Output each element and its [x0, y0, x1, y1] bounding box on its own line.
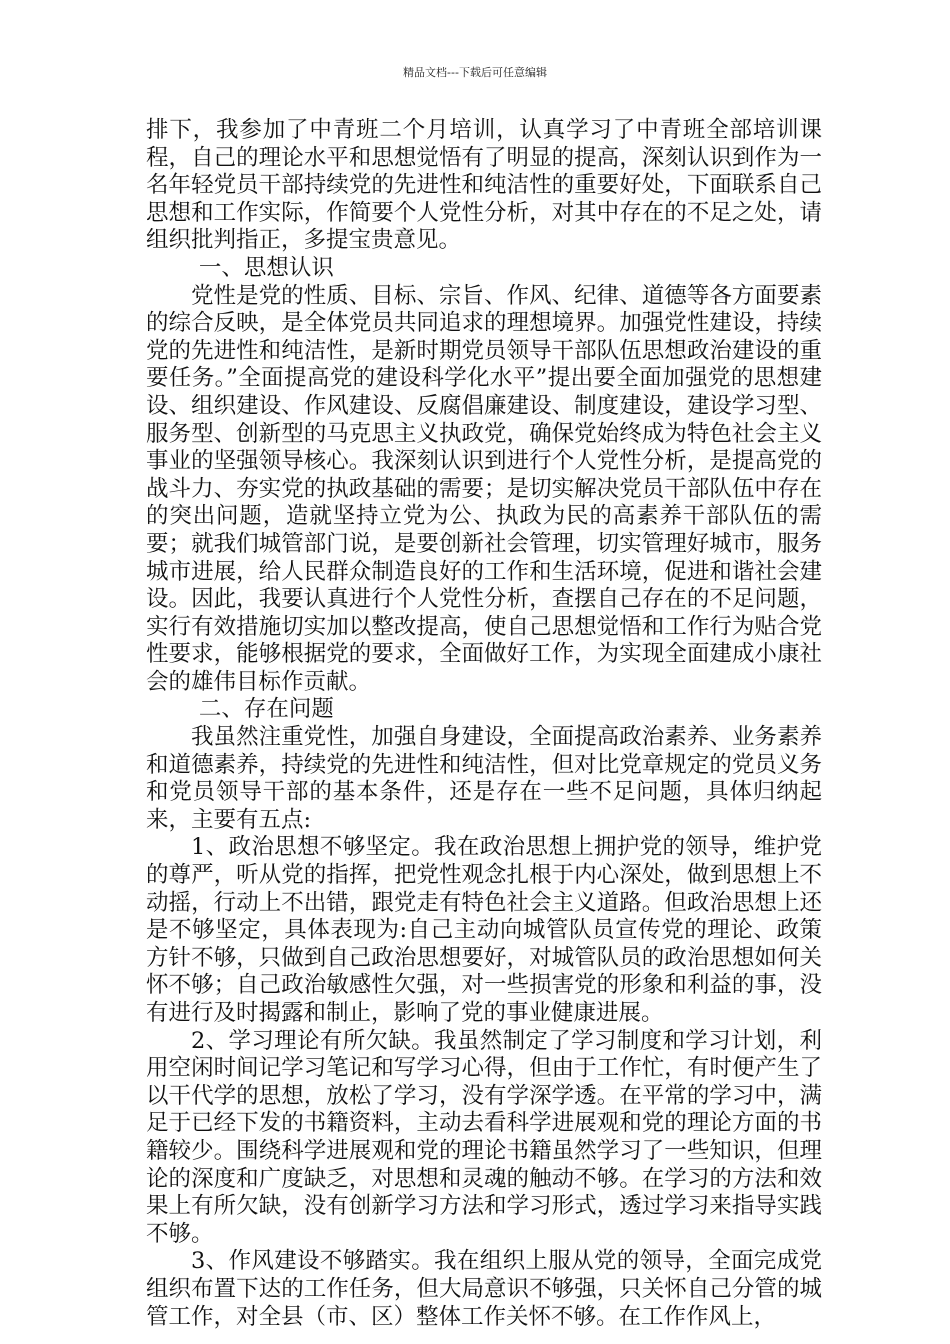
section-paragraph-thoughts: 党性是党的性质、目标、宗旨、作风、纪律、道德等各方面要素的综合反映，是全体党员共同追求的理想境界。加强党性建设，持续党的先进性和纯洁性，是新时期党员领导干部队伍思想政治建设的重要任务。”全面提高党的建设科学化水平”提出要全面加强党的思想建设、组织建设、作风建设、反腐倡廉建设、制度建设，建设学习型、服务型、创新型的马克思主义执政党，确保党始终成为特色社会主义事业的坚强领导核心。我深刻认识到进行个人党性分析，是提高党的战斗力、夯实党的执政基础的需要；是切实解决党员干部队伍中存在的突出问题，造就坚持立党为公、执政为民的高素养干部队伍的需要；就我们城管部门说，是要创新社会管理，切实管理好城市，服务城市进展，给人民群众制造良好的工作和生活环境，促进和谐社会建设。因此，我要认真进行个人党性分析，查摆自己存在的不足问题，实行有效措施切实加以整改提高，使自己思想觉悟和工作行为贴合党性要求，能够根据党的要求，全面做好工作，为实现全面建成小康社会的雄伟目标作贡献。: [146, 282, 822, 695]
document-body: [146, 117, 822, 1331]
intro-paragraph: 排下，我参加了中青班二个月培训，认真学习了中青班全部培训课程，自己的理论水平和思想觉悟有了明显的提高，深刻认识到作为一名年轻党员干部持续党的先进性和纯洁性的重要好处，下面联系自己思想和工作实际，作简要个人党性分析，对其中存在的不足之处，请组织批判指正，多提宝贵意见。: [146, 117, 822, 254]
problem-item-3: 3、作风建设不够踏实。我在组织上服从党的领导，全面完成党组织布置下达的工作任务，但大局意识不够强，只关怀自己分管的城管工作，对全县（市、区）整体工作关怀不够。在工作作风上，: [146, 1248, 822, 1330]
section-heading-problems: 二、存在问题: [198, 696, 334, 723]
problem-item-2: 2、学习理论有所欠缺。我虽然制定了学习制度和学习计划，利用空闲时间记学习笔记和写学习心得，但由于工作忙，有时便产生了以干代学的思想，放松了学习，没有学深学透。在平常的学习中，满足于已经下发的书籍资料，主动去看科学进展观和党的理论方面的书籍较少。围绕科学进展观和党的理论书籍虽然学习了一些知识，但理论的深度和广度缺乏，对思想和灵魂的触动不够。在学习的方法和效果上有所欠缺，没有创新学习方法和学习形式，透过学习来指导实践不够。: [146, 1027, 822, 1247]
problem-item-1: 1、政治思想不够坚定。我在政治思想上拥护党的领导，维护党的尊严，听从党的指挥，把党性观念扎根于内心深处，做到思想上不动摇，行动上不出错，跟党走有特色社会主义道路。但政治思想上还是不够坚定，具体表现为:自己主动向城管队员宣传党的理论、政策方针不够，只做到自己政治思想要好，对城管队员的政治思想如何关怀不够；自己政治敏感性欠强，对一些损害党的形象和利益的事，没有进行及时揭露和制止，影响了党的事业健康进展。: [146, 834, 822, 1026]
section-paragraph-problems-intro: 我虽然注重党性，加强自身建设，全面提高政治素养、业务素养和道德素养，持续党的先进性和纯洁性，但对比党章规定的党员义务和党员领导干部的基本条件，还是存在一些不足问题，具体归纳起来，主要有五点:: [146, 724, 822, 833]
page-header: 精品文档---下载后可任意编辑: [403, 66, 547, 79]
section-heading-thoughts: 一、思想认识: [198, 254, 334, 281]
